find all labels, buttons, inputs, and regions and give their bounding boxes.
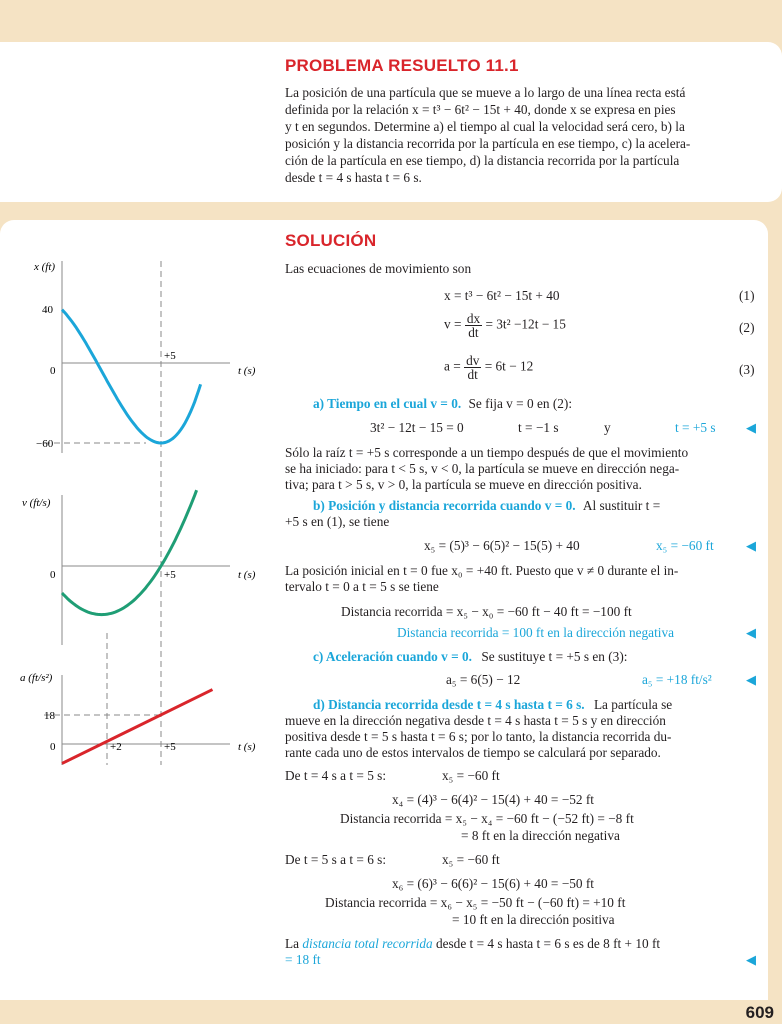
interval-2-x6: x₆ = (6)³ − 6(6)² − 15(6) + 40 = −50 ft xyxy=(392,876,594,891)
part-d-heading: d) Distancia recorrida desde t = 4 s hasta t = 6 s. xyxy=(313,697,585,712)
interval-1-distance-2: = 8 ft en la dirección negativa xyxy=(461,828,620,843)
motion-graphs xyxy=(0,255,270,765)
interval-1-label: De t = 4 s a t = 5 s: xyxy=(285,768,387,783)
a-graph-tick-18: 18 xyxy=(44,710,55,722)
problem-line: desde t = 4 s hasta t = 6 s. xyxy=(285,170,422,185)
part-a-result: t = +5 s xyxy=(675,420,716,435)
problem-line: ción de la partícula en ese tiempo, d) la distancia recorrida por la partícula xyxy=(285,153,680,168)
part-b-distance-result: Distancia recorrida = 100 ft en la dirección negativa xyxy=(397,625,675,640)
top-band xyxy=(0,0,768,42)
eq2-fraction xyxy=(465,312,482,339)
part-b-result: x₅ = −60 ft xyxy=(656,538,714,553)
eq2-num: dx xyxy=(466,311,481,326)
eq3-lhs: a = xyxy=(444,358,461,374)
part-a-and: y xyxy=(604,420,611,435)
interval-2-distance-2: = 10 ft en la dirección positiva xyxy=(452,912,615,927)
equation-2 xyxy=(444,312,566,339)
equation-3-number: (3) xyxy=(739,362,755,377)
part-a-heading: a) Tiempo en el cual v = 0. xyxy=(313,396,462,411)
total-text-a: La xyxy=(285,936,303,951)
page-number: 609 xyxy=(745,1003,774,1022)
v-graph-xlabel: t (s) xyxy=(238,569,256,581)
v-graph-tick-0: 0 xyxy=(50,569,56,581)
part-b-line xyxy=(313,498,660,514)
equation-3 xyxy=(444,354,533,381)
a-graph-xlabel: t (s) xyxy=(238,741,256,753)
result-marker-icon: ◀ xyxy=(746,952,756,967)
part-d-line xyxy=(313,697,672,713)
interval-2-distance: Distancia recorrida = x₆ − x₅ = −50 ft − (−60 ft) = +10 ft xyxy=(325,895,626,910)
eq3-rhs: = 6t − 12 xyxy=(484,358,534,374)
interval-1-x5: x₅ = −60 ft xyxy=(442,768,500,783)
paragraph-line: tiva; para t > 5 s, v > 0, la partícula se mueve en dirección positiva. xyxy=(285,477,642,492)
x-graph-tick-5: +5 xyxy=(164,350,176,362)
problem-line: definida por la relación x = t³ − 6t² − 15t + 40, donde x se expresa en pies xyxy=(285,102,676,117)
paragraph-line: tervalo t = 0 a t = 5 s se tiene xyxy=(285,579,439,594)
interval-2-label: De t = 5 s a t = 6 s: xyxy=(285,852,387,867)
problem-line: posición y la distancia recorrida por la partícula en ese tiempo, c) la acelera- xyxy=(285,136,691,151)
problem-line: y t en segundos. Determine a) el tiempo al cual la velocidad será cero, b) la xyxy=(285,119,685,134)
part-a-paragraph xyxy=(285,445,760,493)
result-marker-icon: ◀ xyxy=(746,420,756,435)
part-b-heading: b) Posición y distancia recorrida cuando v = 0. xyxy=(313,498,576,513)
part-a-equation: 3t² − 12t − 15 = 0 xyxy=(370,420,464,435)
part-a-root: t = −1 s xyxy=(518,420,559,435)
x-curve xyxy=(62,310,201,443)
eq3-den: dt xyxy=(467,367,478,382)
equation-2-number: (2) xyxy=(739,320,755,335)
problem-line: La posición de una partícula que se mueve a lo largo de una línea recta está xyxy=(285,85,686,100)
part-b-text-2: +5 s en (1), se tiene xyxy=(285,514,390,529)
part-c-equation: a₅ = 6(5) − 12 xyxy=(446,672,521,687)
bottom-band xyxy=(0,1000,768,1024)
part-a-line xyxy=(313,396,572,412)
eq2-lhs: v = xyxy=(444,316,462,332)
eq3-num: dv xyxy=(466,353,480,368)
interval-1-x4: x₄ = (4)³ − 6(4)² − 15(4) + 40 = −52 ft xyxy=(392,792,594,807)
equation-1: x = t³ − 6t² − 15t + 40 xyxy=(444,288,560,303)
equation-1-number: (1) xyxy=(739,288,755,303)
total-result: = 18 ft xyxy=(285,952,321,967)
eq2-rhs: = 3t² −12t − 15 xyxy=(485,316,566,332)
problem-statement xyxy=(285,84,760,186)
result-marker-icon: ◀ xyxy=(746,672,756,687)
part-c-heading: c) Aceleración cuando v = 0. xyxy=(313,649,472,664)
paragraph-line: mueve en la dirección negativa desde t = 4 s hasta t = 5 s y en dirección xyxy=(285,713,666,728)
a-graph-ylabel: a (ft/s²) xyxy=(20,672,53,684)
x-graph-ylabel: x (ft) xyxy=(34,261,56,273)
total-text-highlight: distancia total recorrida xyxy=(302,936,433,951)
part-c-line xyxy=(313,649,627,665)
part-a-text: Se fija v = 0 en (2): xyxy=(468,396,573,411)
interval-1-distance: Distancia recorrida = x₅ − x₄ = −60 ft − (−52 ft) = −8 ft xyxy=(340,811,634,826)
part-d-paragraph xyxy=(285,713,760,761)
total-line xyxy=(285,936,660,952)
x-graph-tick-m60: −60 xyxy=(36,438,54,450)
x-graph-tick-0: 0 xyxy=(50,365,56,377)
paragraph-line: rante cada uno de estos intervalos de tiempo se calculará por separado. xyxy=(285,745,661,760)
paragraph-line: Sólo la raíz t = +5 s corresponde a un tiempo después de que el movimiento xyxy=(285,445,689,460)
result-marker-icon: ◀ xyxy=(746,538,756,553)
part-c-text: Se sustituye t = +5 s en (3): xyxy=(481,649,628,664)
total-text-c: desde t = 4 s hasta t = 6 s es de 8 ft + 10 ft xyxy=(432,936,661,951)
paragraph-line: se ha iniciado: para t < 5 s, v < 0, la partícula se mueve en dirección nega- xyxy=(285,461,680,476)
intro-text: Las ecuaciones de movimiento son xyxy=(285,261,472,276)
part-b-distance: Distancia recorrida = x₅ − x₀ = −60 ft − 40 ft = −100 ft xyxy=(341,604,632,619)
part-b-equation: x₅ = (5)³ − 6(5)² − 15(5) + 40 xyxy=(424,538,580,553)
x-graph-tick-40: 40 xyxy=(42,304,53,316)
v-graph-tick-5: +5 xyxy=(164,569,176,581)
x-graph-xlabel: t (s) xyxy=(238,365,256,377)
part-c-result: a₅ = +18 ft/s² xyxy=(642,672,712,687)
paragraph-line: La posición inicial en t = 0 fue x₀ = +40 ft. Puesto que v ≠ 0 durante el in- xyxy=(285,563,679,578)
part-b-paragraph xyxy=(285,563,760,595)
v-graph-ylabel: v (ft/s) xyxy=(22,497,51,509)
interval-2-x5: x₅ = −60 ft xyxy=(442,852,500,867)
a-line xyxy=(62,690,212,764)
v-curve xyxy=(62,490,197,614)
problem-title: PROBLEMA RESUELTO 11.1 xyxy=(285,56,519,75)
a-graph-tick-5: +5 xyxy=(164,741,176,753)
eq2-den: dt xyxy=(468,325,479,340)
a-graph-tick-2: +2 xyxy=(110,741,122,753)
part-d-text: La partícula se xyxy=(593,697,673,712)
solution-title: SOLUCIÓN xyxy=(285,231,377,250)
paragraph-line: positiva desde t = 5 s hasta t = 6 s; por lo tanto, la distancia recorrida du- xyxy=(285,729,672,744)
part-b-text: Al sustituir t = xyxy=(582,498,661,513)
eq3-fraction xyxy=(464,354,481,381)
result-marker-icon: ◀ xyxy=(746,625,756,640)
a-graph-tick-0: 0 xyxy=(50,741,56,753)
